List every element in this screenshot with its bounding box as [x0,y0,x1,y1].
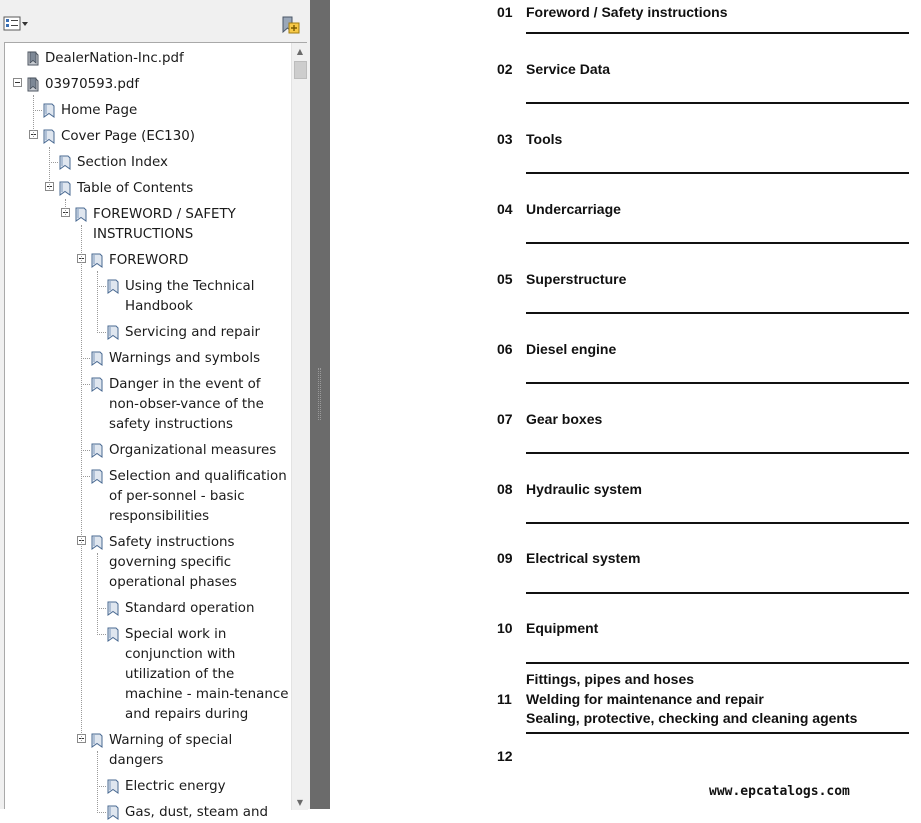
bookmark-item[interactable] [5,277,291,317]
tree-connector [65,199,66,215]
bookmark-item[interactable] [5,349,291,369]
bookmark-icon [43,129,55,144]
bookmark-label-line: DealerNation-Inc.pdf [45,51,184,66]
toc-number: 11 [497,691,512,707]
bookmark-label [93,205,236,245]
vertical-scrollbar[interactable] [291,43,308,810]
bookmark-icon [91,733,103,748]
expand-bookmark-icon [280,16,300,34]
tree-connector [81,358,90,359]
bookmarks-tree-frame [4,42,307,820]
bookmark-label-line: conjunction with [125,647,236,662]
bookmark-label-line: safety instructions [109,417,233,432]
bookmarks-panel [0,0,310,820]
tree-connector [49,162,58,163]
bookmark-item[interactable] [5,777,291,797]
scrollbar-thumb[interactable] [294,61,307,79]
bookmark-icon [59,155,71,170]
toc-title[interactable]: Hydraulic system [526,481,642,497]
bookmark-item[interactable] [5,49,291,69]
bookmark-label [109,467,287,527]
bookmark-item[interactable] [5,179,291,199]
toc-title[interactable]: Foreword / Safety instructions [526,4,728,20]
bookmarks-toolbar [0,0,310,40]
tree-connector [49,147,50,189]
tree-connector [97,286,106,287]
scroll-down-icon[interactable]: ▼ [296,797,304,807]
bookmark-label-line: Selection and qualification [109,469,287,484]
tree-connector [97,608,106,609]
bookmark-icon [91,443,103,458]
bookmark-icon [91,469,103,484]
bookmark-item[interactable] [5,205,291,245]
expand-bookmark-button[interactable] [279,15,301,35]
bookmark-label-line: Electric energy [125,779,226,794]
bookmark-icon [107,805,119,820]
bookmark-label-line: FOREWORD / SAFETY [93,207,236,222]
bookmark-item[interactable] [5,251,291,271]
tree-connector [97,786,106,787]
tree-connector [81,384,90,385]
options-menu-icon [3,16,29,32]
bookmark-item[interactable] [5,625,291,725]
bookmark-label [109,349,260,369]
bookmark-label [125,777,226,797]
toc-number: 06 [497,341,513,357]
bookmark-label-line: operational phases [109,575,237,590]
bookmark-label-line: Handbook [125,299,193,314]
bookmark-label-line: Safety instructions [109,535,235,550]
tree-connector [81,225,82,741]
toc-number: 02 [497,61,513,77]
toc-divider [526,32,909,34]
collapse-toggle-icon[interactable] [13,78,22,87]
bookmark-label-line: machine - main-tenance [125,687,289,702]
bookmark-label [125,599,254,619]
bookmark-label-line: governing specific [109,555,232,570]
bookmark-label [45,49,184,69]
bookmark-icon [107,779,119,794]
bookmark-item[interactable] [5,153,291,173]
bookmark-item[interactable] [5,101,291,121]
bookmark-label-line: Home Page [61,103,138,118]
tree-connector [97,553,98,635]
bookmark-label-line: Cover Page (EC130) [61,129,195,144]
bookmark-icon [91,377,103,392]
bookmark-label-line: Servicing and repair [125,325,261,340]
scroll-up-icon[interactable]: ▲ [296,46,304,56]
bookmark-label [125,803,268,823]
bookmark-label-line: Using the Technical [125,279,255,294]
bookmark-item[interactable] [5,533,291,593]
bookmark-label-line: non-obser-vance of the [109,397,264,412]
bookmark-label-line: Standard operation [125,601,255,616]
bookmark-label-line: INSTRUCTIONS [93,227,194,242]
tree-connector [97,332,106,333]
toc-divider [526,592,909,594]
pdf-file-icon [27,51,39,66]
bookmark-icon [75,207,87,222]
toc-number: 12 [497,748,513,764]
toc-number: 07 [497,411,513,427]
toc-number: 04 [497,201,513,217]
toc-number: 01 [497,4,513,20]
toc-title[interactable]: Electrical system [526,550,641,566]
tree-connector [97,271,98,333]
bookmark-label-line: Special work in [125,627,227,642]
bookmark-label-line: Gas, dust, steam and [125,805,268,820]
bookmark-icon [107,325,119,340]
bookmark-item[interactable] [5,599,291,619]
bookmark-label-line: Organizational measures [109,443,277,458]
bookmark-label [77,153,168,173]
bookmark-label-line: Table of Contents [77,181,194,196]
tree-connector [33,95,34,137]
toc-divider [526,522,909,524]
toc-divider [526,732,909,734]
bookmark-icon [107,627,119,642]
tree-connector [97,634,106,635]
bookmark-label [45,75,139,95]
toc-divider [526,172,909,174]
bookmark-label [109,251,188,271]
toc-title[interactable]: Diesel engine [526,341,617,357]
toc-divider [526,662,909,664]
bookmark-label-line: Section Index [77,155,168,170]
bookmark-icon [43,103,55,118]
bookmark-item[interactable] [5,375,291,435]
bookmark-item[interactable] [5,127,291,147]
tree-connector [97,751,98,813]
tree-connector [97,812,106,813]
tree-connector [81,476,90,477]
toc-title[interactable]: Fittings, pipes and hoses [526,671,695,687]
toc-title[interactable]: Welding for maintenance and repair [526,690,764,707]
bookmark-label [77,179,193,199]
bookmark-icon [91,351,103,366]
bookmark-label-line: responsibilities [109,509,210,524]
toc-number: 10 [497,620,513,636]
document-page [330,0,921,809]
bookmark-item[interactable] [5,323,291,343]
pdf-file-icon [27,77,39,92]
panel-splitter[interactable] [310,0,330,809]
toc-title[interactable]: Tools [526,131,563,147]
bookmark-icon [59,181,71,196]
bookmark-label-line: and repairs during [125,707,249,722]
bookmark-label-line: of per-sonnel - basic [109,489,245,504]
bookmark-icon [91,535,103,550]
bookmark-item[interactable] [5,467,291,527]
bookmark-item[interactable] [5,803,291,823]
bookmark-label-line: Warning of special [109,733,233,748]
toc-title[interactable]: Sealing, protective, checking and cleaning agents [526,710,858,726]
bookmark-icon [91,253,103,268]
toc-divider [526,382,909,384]
bookmark-label [61,101,137,121]
bookmark-label-line: Danger in the event of [109,377,261,392]
bookmark-label-line: utilization of the [125,667,235,682]
toc-number: 09 [497,550,513,566]
toc-number: 08 [497,481,513,497]
bookmark-label-line: FOREWORD [109,253,189,268]
tree-connector [33,110,42,111]
bookmark-label [125,277,254,317]
toc-title[interactable]: Undercarriage [526,201,621,217]
bookmark-label [61,127,195,147]
bookmark-label [109,533,237,593]
bookmark-icon [107,279,119,294]
bookmark-item[interactable] [5,75,291,95]
toc-number: 05 [497,271,513,287]
watermark-text: www.epcatalogs.com [709,784,850,799]
bookmark-label [125,323,260,343]
bookmark-item[interactable] [5,731,291,771]
toc-divider [526,452,909,454]
bookmark-label [125,625,288,725]
toc-title[interactable]: Gear boxes [526,411,603,427]
toc-divider [526,242,909,244]
bookmark-label [109,375,264,435]
toc-number: 03 [497,131,513,147]
toc-title[interactable]: Equipment [526,620,599,636]
options-menu-button[interactable] [3,15,29,33]
bookmark-label-line: dangers [109,753,164,768]
bookmark-item[interactable] [5,441,291,461]
toc-divider [526,102,909,104]
tree-connector [81,450,90,451]
bookmark-label-line: 03970593.pdf [45,77,140,92]
bookmark-label-line: Warnings and symbols [109,351,261,366]
toc-title[interactable]: Service Data [526,61,611,77]
bookmark-label [109,441,276,461]
bookmarks-tree [5,43,291,820]
toc-title[interactable]: Superstructure [526,271,627,287]
bookmark-label [109,731,232,771]
bookmark-icon [107,601,119,616]
toc-divider [526,312,909,314]
splitter-grip-icon[interactable] [318,368,321,420]
